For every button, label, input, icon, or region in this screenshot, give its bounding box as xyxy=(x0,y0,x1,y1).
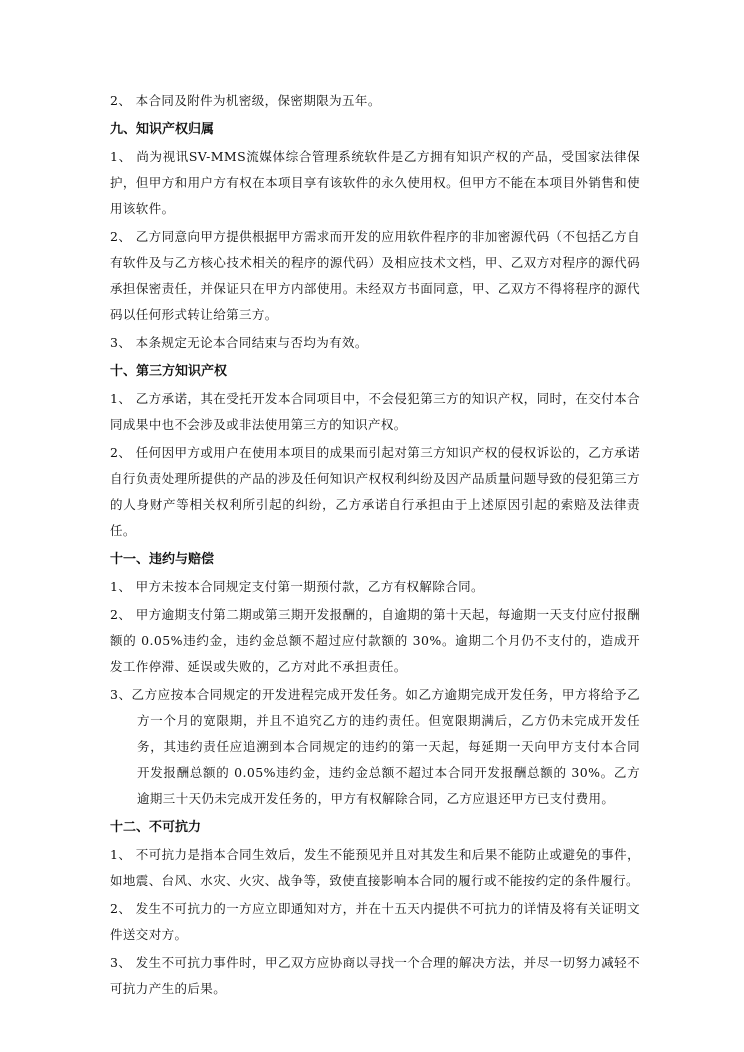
confidentiality-clause-2: 2、 本合同及附件为机密级，保密期限为五年。 xyxy=(110,93,381,108)
section-12-clause-1: 1、 不可抗力是指本合同生效后，发生不能预见并且对其发生和后果不能防止或避免的事件，如地震、台风、水灾、火灾、战争等，致使直接影响本合同的履行或不能按约定的条件履行。 xyxy=(110,847,640,888)
section-11-clause-1: 1、 甲方未按本合同规定支付第一期预付款，乙方有权解除合同。 xyxy=(110,579,484,594)
section-9-heading: 九、知识产权归属 xyxy=(110,122,215,137)
section-9-clause-2: 2、 乙方同意向甲方提供根据甲方需求而开发的应用软件程序的非加密源代码（不包括乙方自有软件及与乙方核心技术相关的程序的源代码）及相应技术文档，甲、乙双方对程序的源代码承担保密责任，并保证只在甲方内部使用。未经双方书面同意，甲、乙双方不得将程序的源代码以任何形式转让给第三方。 xyxy=(110,229,640,322)
section-9-clause-1: 1、 尚为视讯SV-MMS流媒体综合管理系统软件是乙方拥有知识产权的产品，受国家法律保护，但甲方和用户方有权在本项目享有该软件的永久使用权。但甲方不能在本项目外销售和使用该软件。 xyxy=(110,149,640,216)
document-page xyxy=(110,88,640,1002)
section-12-clause-2: 2、 发生不可抗力的一方应立即通知对方，并在十五天内提供不可抗力的详情及将有关证明文件送交对方。 xyxy=(110,901,640,942)
section-9-clause-3: 3、 本条规定无论本合同结束与否均为有效。 xyxy=(110,335,368,350)
section-12-heading: 十二、不可抗力 xyxy=(110,820,202,835)
section-12-clause-3: 3、 发生不可抗力事件时，甲乙双方应协商以寻找一个合理的解决方法，并尽一切努力减轻不可抗力产生的后果。 xyxy=(110,955,640,996)
section-10-heading: 十、第三方知识产权 xyxy=(110,364,228,379)
section-10-clause-2: 2、 任何因甲方或用户在使用本项目的成果而引起对第三方知识产权的侵权诉讼的，乙方承诺自行负责处理所提供的产品的涉及任何知识产权权利纠纷及因产品质量问题导致的侵犯第三方的人身财产等相关权利所引起的纠纷，乙方承诺自行承担由于上述原因引起的索赔及法律责任。 xyxy=(110,445,640,538)
section-10-clause-1: 1、 乙方承诺，其在受托开发本合同项目中，不会侵犯第三方的知识产权，同时，在交付本合同成果中也不会涉及或非法使用第三方的知识产权。 xyxy=(110,391,640,432)
section-11-heading: 十一、违约与赔偿 xyxy=(110,552,215,567)
section-11-clause-3: 3、乙方应按本合同规定的开发进程完成开发任务。如乙方逾期完成开发任务，甲方将给予乙方一个月的宽限期，并且不追究乙方的违约责任。但宽限期满后，乙方仍未完成开发任务，其违约责任应追溯到本合同规定的违约的第一天起，每延期一天向甲方支付本合同开发报酬总额的 0.05%违约金，违约金总额不超过本合同开发报酬总额的 30%。乙方逾期三十天仍未完成开发任务的，甲方有权解除合同，乙方应退还甲方已支付费用。 xyxy=(110,687,640,806)
section-11-clause-2: 2、 甲方逾期支付第二期或第三期开发报酬的，自逾期的第十天起，每逾期一天支付应付报酬额的 0.05%违约金，违约金总额不超过应付款额的 30%。逾期二个月仍不支付的，造成开发工作停滞、延误或失败的，乙方对此不承担责任。 xyxy=(110,607,640,674)
